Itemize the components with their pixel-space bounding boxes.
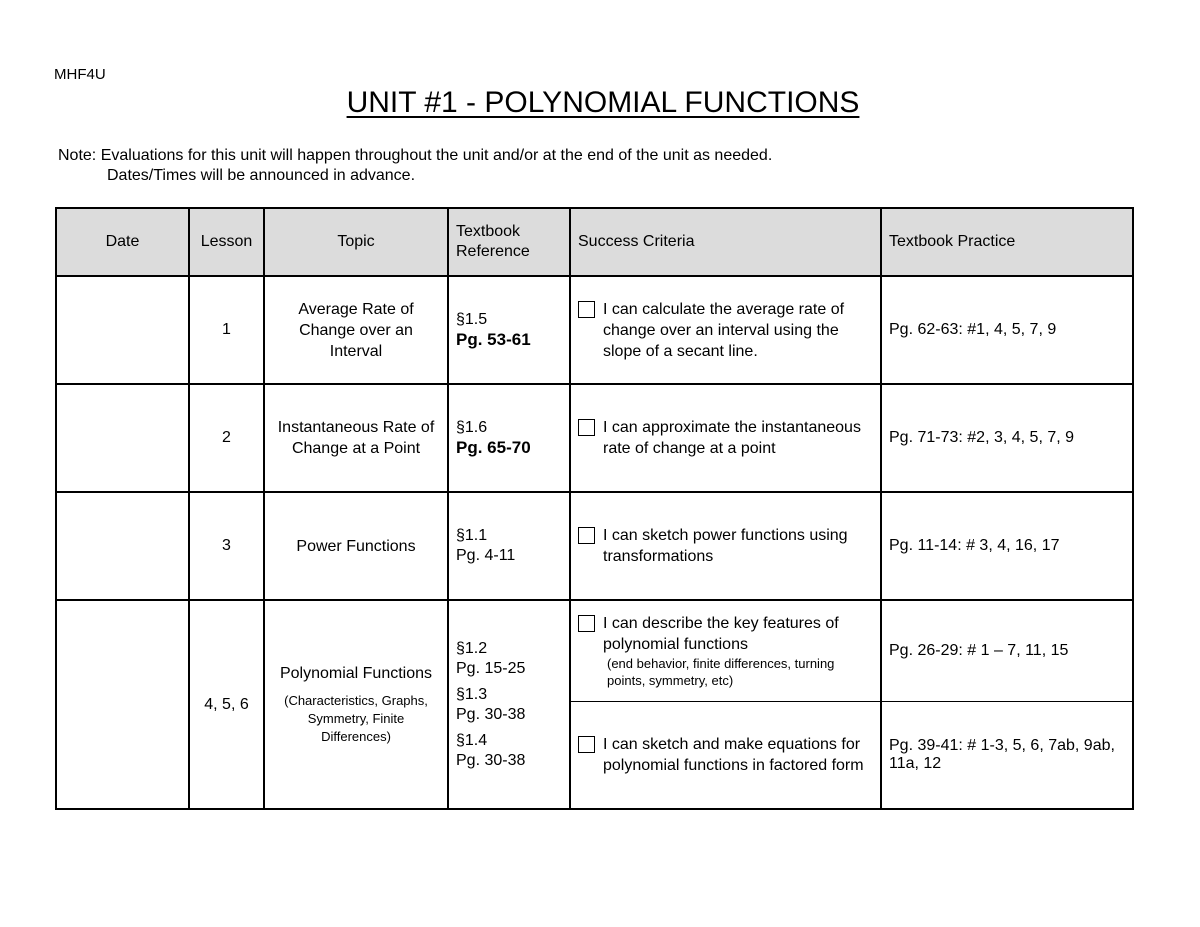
page-title: UNIT #1 - POLYNOMIAL FUNCTIONS xyxy=(346,86,860,119)
unit-plan-table xyxy=(55,207,1134,810)
date-cell[interactable] xyxy=(56,384,189,492)
criteria-text: I can calculate the average rate of change over an interval using the slope of a secant line. xyxy=(603,300,845,360)
criteria-checkbox[interactable] xyxy=(578,301,595,318)
criteria-cell xyxy=(570,276,881,384)
header-practice: Textbook Practice xyxy=(881,208,1133,276)
criteria-checkbox[interactable] xyxy=(578,615,595,632)
practice-cell: Pg. 26-29: # 1 – 7, 11, 15 xyxy=(881,600,1133,701)
reference-group xyxy=(456,639,562,679)
reference-group xyxy=(456,731,562,771)
criteria-checkbox[interactable] xyxy=(578,736,595,753)
reference-pages: Pg. 4-11 xyxy=(456,547,516,564)
reference-cell xyxy=(448,492,570,600)
criteria-text: I can describe the key features of polynomial functions xyxy=(603,614,839,653)
topic-cell: Average Rate of Change over an Interval xyxy=(264,276,448,384)
topic-title: Polynomial Functions xyxy=(279,665,433,682)
header-topic: Topic xyxy=(264,208,448,276)
header-lesson: Lesson xyxy=(189,208,264,276)
table-row xyxy=(56,492,1133,600)
criteria-text: I can sketch power functions using transformations xyxy=(603,527,848,565)
criteria-text: I can approximate the instantaneous rate of change at a point xyxy=(603,419,861,457)
table-header-row xyxy=(56,208,1133,276)
table-row xyxy=(56,276,1133,384)
lesson-cell: 4, 5, 6 xyxy=(189,600,264,809)
note-line-2: Dates/Times will be announced in advance. xyxy=(107,167,416,184)
topic-cell xyxy=(264,600,448,809)
practice-cell: Pg. 71-73: #2, 3, 4, 5, 7, 9 xyxy=(881,384,1133,492)
reference-cell xyxy=(448,600,570,809)
reference-section: §1.2 xyxy=(456,639,488,657)
reference-pages: Pg. 65-70 xyxy=(456,438,531,457)
note-line-1: Note: Evaluations for this unit will happen throughout the unit and/or at the end of the unit as needed. xyxy=(58,147,773,164)
criteria-cell xyxy=(570,492,881,600)
date-cell[interactable] xyxy=(56,600,189,809)
criteria-detail: (end behavior, finite differences, turning points, symmetry, etc) xyxy=(607,655,835,688)
reference-pages: Pg. 30-38 xyxy=(456,705,526,723)
reference-pages: Pg. 53-61 xyxy=(456,330,531,349)
header-criteria: Success Criteria xyxy=(570,208,881,276)
topic-cell: Instantaneous Rate of Change at a Point xyxy=(264,384,448,492)
table-row xyxy=(56,384,1133,492)
reference-section: §1.1 xyxy=(456,527,488,544)
criteria-cell xyxy=(570,600,881,701)
date-cell[interactable] xyxy=(56,276,189,384)
criteria-checkbox[interactable] xyxy=(578,419,595,436)
practice-cell: Pg. 39-41: # 1-3, 5, 6, 7ab, 9ab, 11a, 12 xyxy=(881,701,1133,809)
reference-section: §1.3 xyxy=(456,685,488,703)
practice-cell: Pg. 62-63: #1, 4, 5, 7, 9 xyxy=(881,276,1133,384)
criteria-cell xyxy=(570,384,881,492)
table-row xyxy=(56,600,1133,701)
header-reference: Textbook Reference xyxy=(448,208,570,276)
reference-cell xyxy=(448,384,570,492)
lesson-cell: 2 xyxy=(189,384,264,492)
reference-section: §1.5 xyxy=(456,311,488,328)
practice-cell: Pg. 11-14: # 3, 4, 16, 17 xyxy=(881,492,1133,600)
criteria-checkbox[interactable] xyxy=(578,527,595,544)
topic-cell: Power Functions xyxy=(264,492,448,600)
reference-pages: Pg. 15-25 xyxy=(456,659,526,677)
reference-cell xyxy=(448,276,570,384)
criteria-text: I can sketch and make equations for polynomial functions in factored form xyxy=(603,735,864,774)
reference-section: §1.6 xyxy=(456,419,488,436)
course-code: MHF4U xyxy=(54,66,106,83)
reference-section: §1.4 xyxy=(456,731,488,749)
criteria-cell xyxy=(570,701,881,809)
reference-group xyxy=(456,685,562,725)
date-cell[interactable] xyxy=(56,492,189,600)
header-date: Date xyxy=(56,208,189,276)
lesson-cell: 3 xyxy=(189,492,264,600)
reference-pages: Pg. 30-38 xyxy=(456,751,526,769)
topic-detail: (Characteristics, Graphs, Symmetry, Finite Differences) xyxy=(284,693,428,744)
lesson-cell: 1 xyxy=(189,276,264,384)
